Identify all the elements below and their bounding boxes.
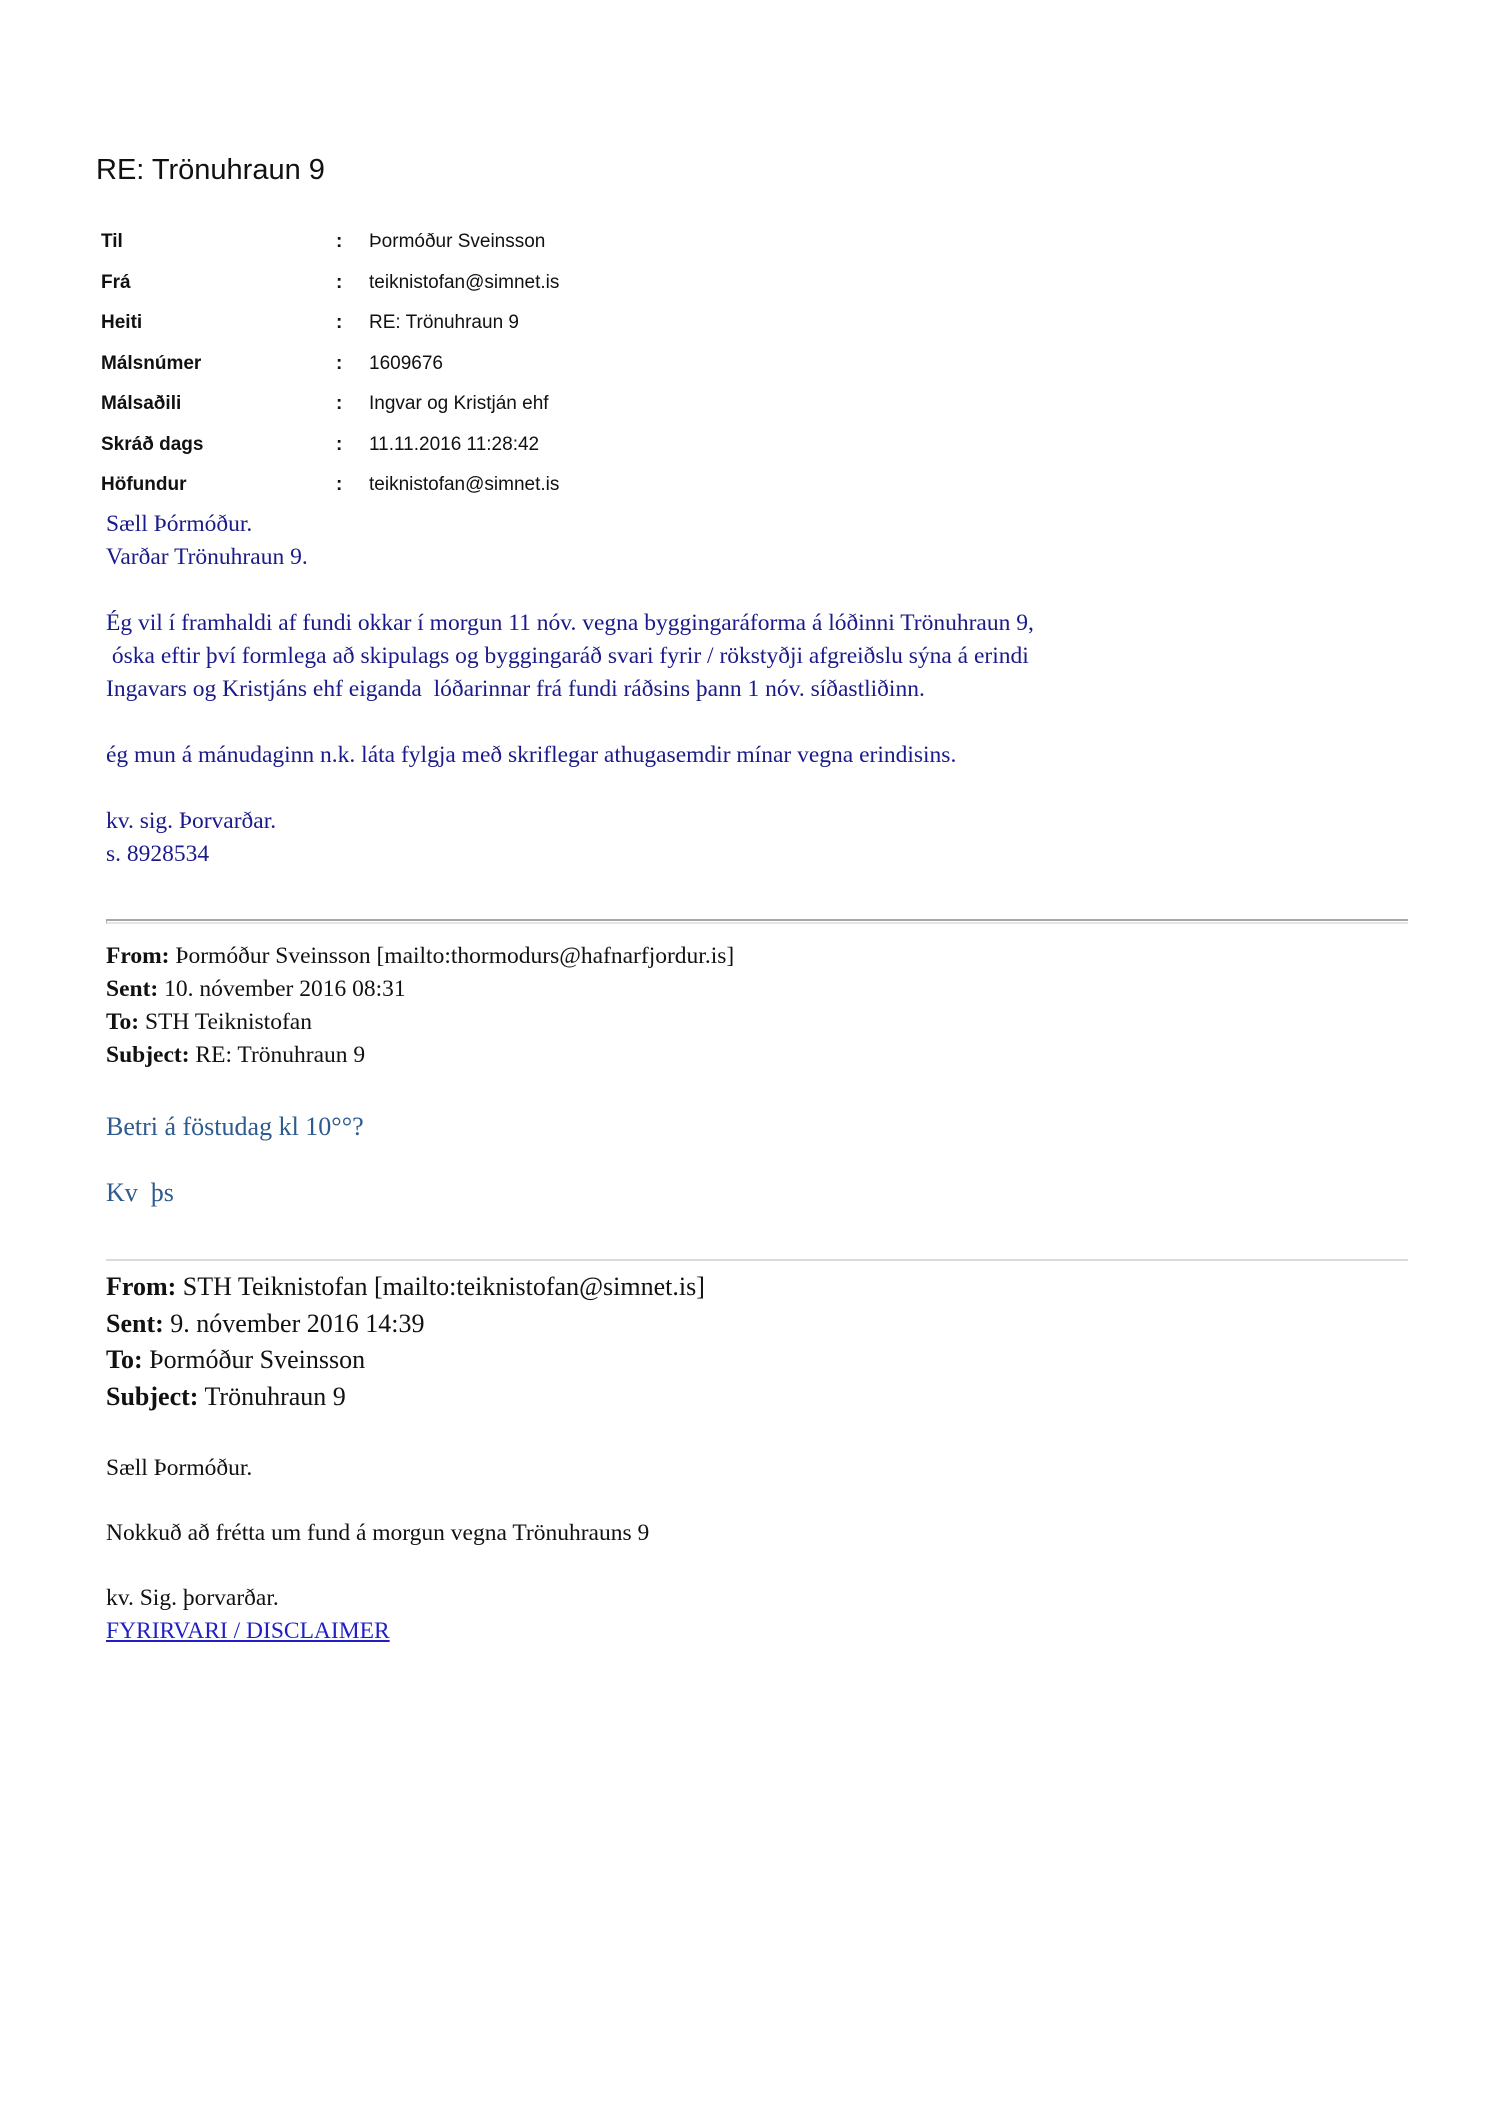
metadata-table [97,222,559,506]
metadata-separator: : [336,474,343,496]
metadata-row [97,384,559,425]
quoted-body-2 [106,1452,649,1647]
paragraph-line: óska eftir því formlega að skipulags og byggingaráð svari fyrir / rökstyðji afgreiðslu sýna á erindi [106,643,1029,669]
metadata-value: 11.11.2016 11:28:42 [369,433,540,455]
quoted-header-1 [106,940,734,1072]
metadata-key: Höfundur [101,474,187,496]
to-line: To: Þormóður Sveinsson [106,1345,366,1374]
metadata-key: Málsaðili [101,393,182,415]
metadata-row [97,303,559,344]
metadata-key: Til [101,231,123,253]
from-line: From: STH Teiknistofan [mailto:teiknistofan@simnet.is] [106,1272,705,1301]
metadata-separator: : [336,271,343,293]
metadata-key: Heiti [101,312,143,334]
metadata-separator: : [336,393,343,415]
metadata-row [97,425,559,466]
metadata-separator: : [336,312,343,334]
signoff: kv. Sig. þorvarðar. [106,1585,279,1611]
metadata-value: Ingvar og Kristján ehf [369,393,549,415]
greeting: Sæll Þormóður. [106,1455,253,1481]
message-body-latest [106,508,1406,871]
metadata-separator: : [336,231,343,253]
metadata-separator: : [336,433,343,455]
quoted-header-2 [106,1269,705,1415]
document-title: RE: Trönuhraun 9 [96,154,325,186]
greeting: Sæll Þórmóður. [106,511,253,537]
paragraph: ég mun á mánudaginn n.k. láta fylgja með skriflegar athugasemdir mínar vegna erindisins. [106,742,957,768]
subject-line: Subject: Trönuhraun 9 [106,1381,346,1411]
quoted-divider [106,1259,1408,1261]
phone-number: s. 8928534 [106,841,210,867]
subject-line: Subject: RE: Trönuhraun 9 [106,1042,366,1068]
quoted-body-1 [106,1112,364,1208]
metadata-value: 1609676 [369,352,443,374]
regarding-line: Varðar Trönuhraun 9. [106,544,308,570]
metadata-row [97,263,559,304]
from-line: From: Þormóður Sveinsson [mailto:thormodurs@hafnarfjordur.is] [106,943,735,969]
quoted-divider [106,919,1408,924]
metadata-key: Skráð dags [101,433,204,455]
metadata-value: teiknistofan@simnet.is [369,474,560,496]
metadata-key: Málsnúmer [101,352,202,374]
paragraph-line: Ég vil í framhaldi af fundi okkar í morgun 11 nóv. vegna byggingaráforma á lóðinni Trönuhraun 9, [106,610,1034,636]
reply-line: Betri á föstudag kl 10°°? [106,1112,364,1141]
metadata-value: Þormóður Sveinsson [369,231,546,253]
to-line: To: STH Teiknistofan [106,1009,312,1035]
paragraph: Nokkuð að frétta um fund á morgun vegna Trönuhrauns 9 [106,1520,650,1546]
metadata-row [97,465,559,506]
paragraph-line: Ingavars og Kristjáns ehf eiganda lóðarinnar frá fundi ráðsins þann 1 nóv. síðastliðinn. [106,676,925,702]
disclaimer-link[interactable]: FYRIRVARI / DISCLAIMER [106,1617,390,1644]
signoff: kv. sig. Þorvarðar. [106,808,277,834]
sent-line: Sent: 9. nóvember 2016 14:39 [106,1308,425,1338]
sent-line: Sent: 10. nóvember 2016 08:31 [106,976,406,1002]
metadata-value: RE: Trönuhraun 9 [369,312,519,334]
metadata-key: Frá [101,271,131,293]
metadata-separator: : [336,352,343,374]
metadata-value: teiknistofan@simnet.is [369,271,560,293]
metadata-row [97,344,559,385]
metadata-row [97,222,559,263]
reply-signoff: Kv þs [106,1178,174,1207]
